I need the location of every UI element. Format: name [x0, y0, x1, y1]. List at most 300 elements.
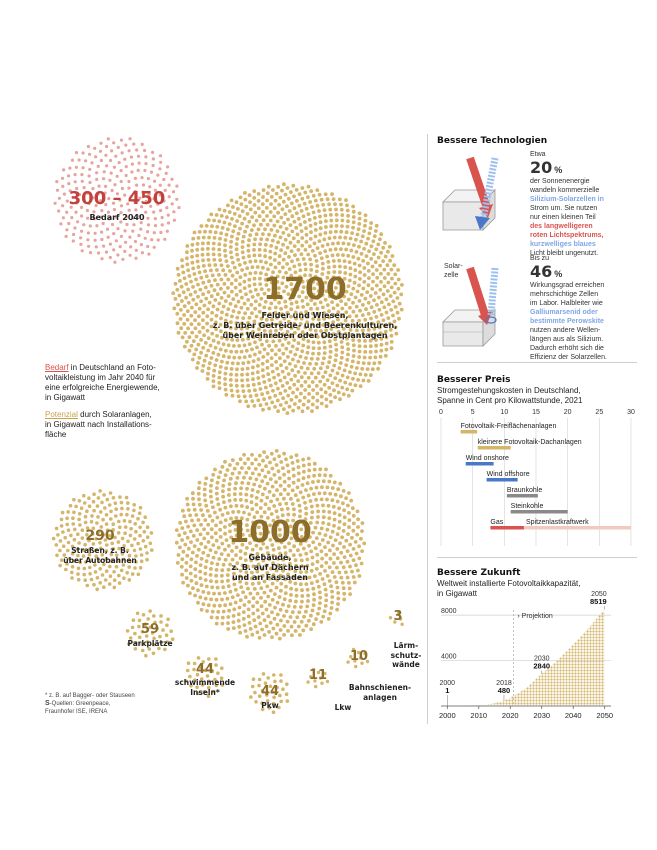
- bubble-dot: [100, 501, 104, 505]
- bubble-dot: [248, 200, 252, 204]
- bubble-dot: [279, 403, 283, 407]
- bubble-dot: [210, 500, 214, 504]
- bubble-dot: [76, 572, 80, 576]
- bubble-dot: [292, 507, 296, 511]
- bubble-dot: [244, 205, 248, 209]
- bubble-dot: [360, 252, 364, 256]
- bubble-dot: [336, 591, 340, 595]
- bubble-dot: [227, 355, 231, 359]
- bubble-dot: [97, 165, 100, 168]
- bubble-dot: [142, 539, 146, 543]
- bubble-dot: [131, 514, 135, 518]
- bubble-dot: [227, 493, 231, 497]
- bubble-dot: [92, 500, 96, 504]
- bubble-dot: [82, 151, 85, 154]
- bubble-dot: [295, 615, 299, 619]
- bubble-dot: [303, 501, 307, 505]
- bubble-dot: [312, 592, 316, 596]
- bubble-dot: [304, 506, 308, 510]
- bubble-dot: [150, 548, 154, 552]
- bubble-dot: [241, 245, 245, 249]
- bubble-dot: [363, 350, 367, 354]
- bubble-dot: [207, 591, 211, 595]
- bubble-dot: [230, 235, 234, 239]
- bubble-dot: [275, 586, 279, 590]
- bubble-dot: [166, 618, 170, 622]
- bubble-dot: [239, 196, 243, 200]
- bubble-dot: [96, 576, 100, 580]
- bubble-dot: [307, 376, 311, 380]
- bubble-dot: [335, 608, 339, 612]
- bubble-dot: [346, 225, 350, 229]
- bubble-dot: [191, 586, 195, 590]
- bubble-dot: [225, 233, 229, 237]
- bubble-dot: [286, 355, 290, 359]
- bubble-dot: [328, 492, 332, 496]
- bubble-dot: [336, 371, 340, 375]
- bubble-dot: [244, 595, 248, 599]
- bubble-dot: [99, 150, 102, 153]
- bubble-dot: [291, 461, 295, 465]
- bubble-dot: [340, 208, 344, 212]
- bubble-dot: [351, 360, 355, 364]
- bubble-dot: [247, 254, 251, 258]
- bubble-dot: [250, 494, 254, 498]
- bubble-dot: [224, 388, 228, 392]
- bubble-dot: [381, 259, 385, 263]
- bubble-dot: [88, 153, 91, 156]
- bubble-dot: [293, 253, 297, 257]
- gebaeude-label-line: z. B. auf Dächern: [231, 563, 309, 572]
- bubble-dot: [130, 170, 133, 173]
- bubble-dot: [326, 243, 330, 247]
- bubble-dot: [272, 224, 276, 228]
- bubble-dot: [154, 224, 157, 227]
- bubble-dot: [222, 610, 226, 614]
- bubble-dot: [137, 234, 140, 237]
- bubble-dot: [281, 231, 285, 235]
- bubble-dot: [344, 496, 348, 500]
- bubble-dot: [289, 587, 293, 591]
- bubble-dot: [217, 353, 221, 357]
- bubble-dot: [199, 351, 203, 355]
- bubble-dot: [323, 609, 327, 613]
- bubble-dot: [221, 616, 225, 620]
- bubble-dot: [184, 282, 188, 286]
- bubble-dot: [328, 355, 332, 359]
- bubble-dot: [333, 265, 337, 269]
- bubble-dot: [152, 164, 155, 167]
- pct-46: 46 %: [530, 262, 563, 281]
- bubble-dot: [276, 387, 280, 391]
- bubble-dot: [97, 251, 100, 254]
- bubble-dot: [241, 367, 245, 371]
- bubble-dot: [301, 458, 305, 462]
- bubble-dot: [202, 537, 206, 541]
- bubble-dot: [195, 248, 199, 252]
- bubble-dot: [190, 249, 194, 253]
- bubble-dot: [312, 492, 316, 496]
- bubble-dot: [184, 520, 188, 524]
- bubble-dot: [347, 491, 351, 495]
- bubble-dot: [272, 215, 276, 219]
- bubble-dot: [274, 199, 278, 203]
- bubble-dot: [119, 245, 122, 248]
- bubble-dot: [297, 406, 301, 410]
- bubble-dot: [279, 484, 283, 488]
- bubble-dot: [271, 389, 275, 393]
- price-tick-label: 15: [532, 409, 540, 416]
- bubble-dot: [369, 257, 373, 261]
- bubble-dot: [188, 514, 192, 518]
- bubble-dot: [304, 624, 308, 628]
- bubble-dot: [302, 464, 306, 468]
- bubble-dot: [308, 218, 312, 222]
- bubble-dot: [277, 373, 281, 377]
- bubble-dot: [226, 264, 230, 268]
- bubble-dot: [128, 578, 132, 582]
- bubble-dot: [271, 467, 275, 471]
- bubble-dot: [304, 380, 308, 384]
- bubble-dot: [318, 492, 322, 496]
- bubble-dot: [179, 308, 183, 312]
- bubble-dot: [297, 625, 301, 629]
- bubble-dot: [273, 457, 277, 461]
- bubble-dot: [292, 265, 296, 269]
- bubble-dot: [70, 576, 74, 580]
- bubble-dot: [136, 517, 140, 521]
- preis-title: Besserer Preis: [437, 375, 511, 385]
- bubble-dot: [86, 238, 89, 241]
- bubble-dot: [323, 346, 327, 350]
- bubble-dot: [313, 242, 317, 246]
- bubble-dot: [153, 231, 156, 234]
- bubble-dot: [374, 350, 378, 354]
- felder-label-line: über Weinreben oder Obstplantagen: [222, 331, 388, 340]
- bubble-dot: [352, 575, 356, 579]
- bubble-dot: [235, 504, 239, 508]
- bubble-dot: [224, 393, 228, 397]
- bubble-dot: [207, 258, 211, 262]
- bubble-dot: [201, 513, 205, 517]
- bubble-dot: [348, 565, 352, 569]
- bubble-dot: [320, 485, 324, 489]
- bubble-dot: [357, 557, 361, 561]
- bubble-dot: [295, 347, 299, 351]
- bubble-dot: [208, 301, 212, 305]
- bubble-dot: [332, 197, 336, 201]
- bubble-dot: [109, 159, 112, 162]
- bubble-dot: [389, 294, 393, 298]
- bubble-dot: [292, 236, 296, 240]
- bubble-dot: [271, 370, 275, 374]
- bubble-dot: [293, 374, 297, 378]
- bubble-dot: [276, 623, 280, 627]
- bubble-dot: [331, 254, 335, 258]
- bubble-dot: [239, 492, 243, 496]
- bubble-dot: [332, 561, 336, 565]
- bubble-dot: [317, 341, 321, 345]
- bubble-dot: [274, 353, 278, 357]
- bubble-dot: [81, 180, 84, 183]
- bubble-dot: [241, 590, 245, 594]
- bubble-dot: [327, 360, 331, 364]
- bubble-dot: [252, 248, 256, 252]
- bubble-dot: [244, 471, 248, 475]
- future-x-tick-label: 2000: [438, 711, 456, 720]
- bubble-dot: [197, 265, 201, 269]
- bubble-dot: [294, 395, 298, 399]
- bubble-dot: [305, 233, 309, 237]
- bubble-dot: [340, 345, 344, 349]
- bubble-dot: [189, 530, 193, 534]
- bubble-dot: [306, 599, 310, 603]
- preis-subtitle-line: Spanne in Cent pro Kilowattstunde, 2021: [437, 396, 583, 405]
- bubble-dot: [306, 594, 310, 598]
- bubble-dot: [287, 233, 291, 237]
- bubble-dot: [357, 257, 361, 261]
- bubble-dot: [241, 384, 245, 388]
- bubble-dot: [243, 355, 247, 359]
- bubble-dot: [175, 528, 179, 532]
- bubble-dot: [220, 263, 224, 267]
- bubble-dot: [181, 271, 185, 275]
- bubble-dot: [251, 604, 255, 608]
- bubble-dot: [183, 531, 187, 535]
- bubble-dot: [332, 307, 336, 311]
- bubble-dot: [313, 468, 317, 472]
- price-series-label: Wind offshore: [486, 471, 530, 478]
- bubble-dot: [300, 236, 304, 240]
- bubble-dot: [341, 253, 345, 257]
- price-series-label: Braunkohle: [506, 487, 543, 494]
- bubble-dot: [243, 217, 247, 221]
- bubble-dot: [193, 594, 197, 598]
- bubble-dot: [226, 621, 230, 625]
- bubble-dot: [340, 307, 344, 311]
- bubble-dot: [116, 227, 119, 230]
- bubble-dot: [348, 260, 352, 264]
- bubble-dot: [331, 530, 335, 534]
- bubble-dot: [246, 384, 250, 388]
- bubble-dot: [283, 488, 287, 492]
- bubble-dot: [213, 288, 217, 292]
- bubble-dot: [296, 498, 300, 502]
- bubble-dot: [354, 563, 358, 567]
- bubble-dot: [355, 533, 359, 537]
- bubble-dot: [196, 242, 200, 246]
- bubble-dot: [288, 405, 292, 409]
- bubble-dot: [150, 238, 153, 241]
- bubble-dot: [199, 563, 203, 567]
- bubble-dot: [132, 223, 135, 226]
- bubble-dot: [308, 258, 312, 262]
- bubble-dot: [224, 372, 228, 376]
- bubble-dot: [330, 590, 334, 594]
- parkplaetze-value: 59: [140, 622, 160, 637]
- bubble-dot: [227, 488, 231, 492]
- bubble-dot: [192, 524, 196, 528]
- bubble-dot: [152, 614, 156, 618]
- bubble-dot: [249, 394, 253, 398]
- bubble-dot: [204, 354, 208, 358]
- bubble-dot: [307, 384, 311, 388]
- etwa-label: Etwa: [530, 151, 546, 158]
- footnote-sources-2: Fraunhofer ISE, IRENA: [45, 709, 108, 715]
- bubble-dot: [399, 293, 403, 297]
- bubble-dot: [239, 457, 243, 461]
- bubble-dot: [329, 224, 333, 228]
- bubble-dot: [258, 214, 262, 218]
- bubble-dot: [311, 396, 315, 400]
- bubble-dot: [367, 362, 371, 366]
- bubble-dot: [259, 223, 263, 227]
- price-series-label: Steinkohle: [510, 503, 544, 510]
- bubble-dot: [264, 502, 268, 506]
- bubble-dot: [110, 149, 113, 152]
- bubble-dot: [303, 191, 307, 195]
- bubble-dot: [199, 533, 203, 537]
- bubble-dot: [366, 237, 370, 241]
- bubble-dot: [374, 260, 378, 264]
- bubble-dot: [90, 161, 93, 164]
- legend-potenzial-text: fläche: [45, 430, 67, 439]
- bubble-dot: [329, 584, 333, 588]
- bubble-dot: [186, 288, 190, 292]
- bubble-dot: [247, 238, 251, 242]
- bubble-dot: [243, 261, 247, 265]
- bubble-dot: [279, 392, 283, 396]
- footnote-note: * z. B. auf Bagger- oder Stauseen: [45, 693, 135, 699]
- bubble-dot: [342, 392, 346, 396]
- bubble-dot: [335, 580, 339, 584]
- bubble-dot: [274, 360, 278, 364]
- bubble-dot: [263, 633, 267, 637]
- bubble-dot: [198, 356, 202, 360]
- bubble-dot: [109, 574, 113, 578]
- bubble-dot: [199, 276, 203, 280]
- bubble-dot: [231, 458, 235, 462]
- bubble-dot: [95, 521, 99, 525]
- bubble-dot: [342, 529, 346, 533]
- bubble-dot: [283, 597, 287, 601]
- bubble-dot: [349, 266, 353, 270]
- bubble-dot: [352, 215, 356, 219]
- bubble-dot: [138, 526, 142, 530]
- tech-text-line: kurzwelliges blaues: [530, 241, 596, 248]
- bubble-dot: [281, 352, 285, 356]
- bubble-dot: [298, 204, 302, 208]
- bubble-dot: [230, 199, 234, 203]
- bubble-dot: [291, 409, 295, 413]
- bubble-dot: [302, 470, 306, 474]
- bubble-dot: [135, 148, 138, 151]
- bubble-dot: [172, 307, 176, 311]
- bubble-dot: [332, 388, 336, 392]
- bubble-dot: [295, 594, 299, 598]
- bubble-dot: [182, 322, 186, 326]
- bubble-dot: [345, 387, 349, 391]
- bubble-dot: [283, 359, 287, 363]
- bubble-dot: [312, 194, 316, 198]
- bubble-dot: [335, 384, 339, 388]
- bubble-dot: [318, 380, 322, 384]
- bubble-dot: [175, 312, 179, 316]
- bubble-dot: [66, 510, 70, 514]
- bubble-dot: [209, 495, 213, 499]
- bubble-dot: [226, 204, 230, 208]
- bubble-dot: [370, 244, 374, 248]
- bubble-dot: [249, 592, 253, 596]
- bubble-dot: [298, 263, 302, 267]
- bubble-dot: [254, 259, 258, 263]
- bubble-dot: [334, 343, 338, 347]
- bubble-dot: [136, 612, 140, 616]
- bubble-dot: [143, 149, 146, 152]
- tech-text-line: Licht bleibt ungenutzt.: [530, 250, 599, 257]
- bubble-dot: [133, 566, 137, 570]
- bubble-dot: [235, 242, 239, 246]
- bubble-dot: [125, 513, 129, 517]
- bubble-dot: [196, 361, 200, 365]
- bubble-dot: [346, 214, 350, 218]
- bubble-dot: [191, 285, 195, 289]
- bubble-dot: [352, 343, 356, 347]
- bubble-dot: [336, 241, 340, 245]
- bubble-dot: [321, 362, 325, 366]
- bubble-dot: [263, 487, 267, 491]
- bubble-dot: [211, 473, 215, 477]
- bubble-dot: [244, 499, 248, 503]
- bubble-dot: [118, 581, 122, 585]
- bubble-dot: [374, 356, 378, 360]
- bubble-dot: [237, 619, 241, 623]
- bubble-dot: [251, 472, 255, 476]
- bubble-dot: [183, 345, 187, 349]
- bubble-dot: [65, 228, 68, 231]
- bubble-dot: [223, 603, 227, 607]
- future-point-value: 480: [497, 686, 511, 695]
- bubble-dot: [238, 471, 242, 475]
- bubble-dot: [324, 225, 328, 229]
- bubble-dot: [99, 510, 103, 514]
- bubble-dot: [260, 628, 264, 632]
- bubble-dot: [159, 184, 162, 187]
- bubble-dot: [128, 236, 131, 239]
- bubble-dot: [290, 368, 294, 372]
- bubble-dot: [265, 214, 269, 218]
- bubble-dot: [190, 519, 194, 523]
- bubble-dot: [398, 302, 402, 306]
- bubble-dot: [268, 461, 272, 465]
- bubble-dot: [137, 573, 141, 577]
- bubble-dot: [279, 460, 283, 464]
- bubble-dot: [314, 362, 318, 366]
- bubble-dot: [230, 217, 234, 221]
- bubble-dot: [319, 366, 323, 370]
- bubble-dot: [390, 286, 394, 290]
- bubble-dot: [276, 229, 280, 233]
- bubble-dot: [143, 169, 146, 172]
- bubble-dot: [263, 254, 267, 258]
- price-series-label: Wind onshore: [465, 455, 509, 462]
- price-series-label: Spitzenlastkraftwerk: [525, 519, 589, 526]
- bubble-dot: [105, 569, 109, 573]
- bubble-dot: [252, 618, 256, 622]
- bubble-dot: [329, 400, 333, 404]
- bubble-dot: [341, 501, 345, 505]
- bubble-dot: [282, 497, 286, 501]
